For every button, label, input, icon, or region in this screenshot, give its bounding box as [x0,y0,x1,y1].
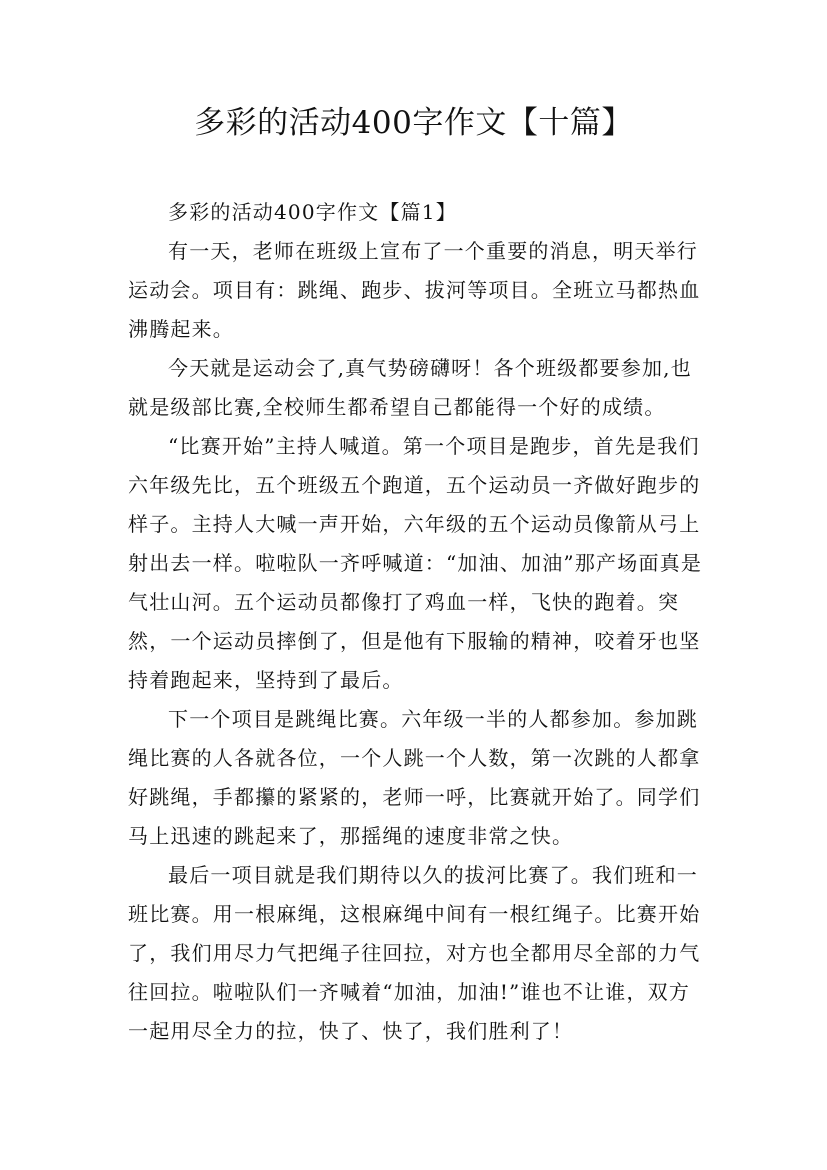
section-heading: 多彩的活动400字作文【篇1】 [168,200,457,224]
paragraph-2: 今天就是运动会了,真气势磅礴呀！各个班级都要参加,也就是级部比赛,全校师生都希望自己都能得一个好的成绩。 [128,356,692,419]
paragraph-1: 有一天，老师在班级上宣布了一个重要的消息，明天举行运动会。项目有：跳绳、跑步、拔河等项目。全班立马都热血沸腾起来。 [128,239,701,341]
paragraph-4: 下一个项目是跳绳比赛。六年级一半的人都参加。参加跳绳比赛的人各就各位，一个人跳一个人数，第一次跳的人都拿好跳绳，手都攥的紧紧的，老师一呼，比赛就开始了。同学们马上迅速的跳起来了，那摇绳的速度非常之快。 [128,707,701,848]
paragraph-5: 最后一项目就是我们期待以久的拔河比赛了。我们班和一班比赛。用一根麻绳，这根麻绳中间有一根红绳子。比赛开始了，我们用尽力气把绳子往回拉，对方也全都用尽全部的力气往回拉。啦啦队们一齐喊着“加油，加油!”谁也不让谁，双方一起用尽全力的拉，快了、快了，我们胜利了！ [128,863,701,1043]
paragraph-3: “比赛开始”主持人喊道。第一个项目是跑步，首先是我们六年级先比，五个班级五个跑道，五个运动员一齐做好跑步的样子。主持人大喊一声开始，六年级的五个运动员像箭从弓上射出去一样。啦啦队一齐呼喊道：“加油、加油”那产场面真是气壮山河。五个运动员都像打了鸡血一样，飞快的跑着。突然，一个运动员摔倒了，但是他有下服输的精神，咬着牙也坚持着跑起来，坚持到了最后。 [128,434,703,692]
document-title: 多彩的活动400字作文【十篇】 [194,105,633,141]
document-body [128,193,708,1051]
